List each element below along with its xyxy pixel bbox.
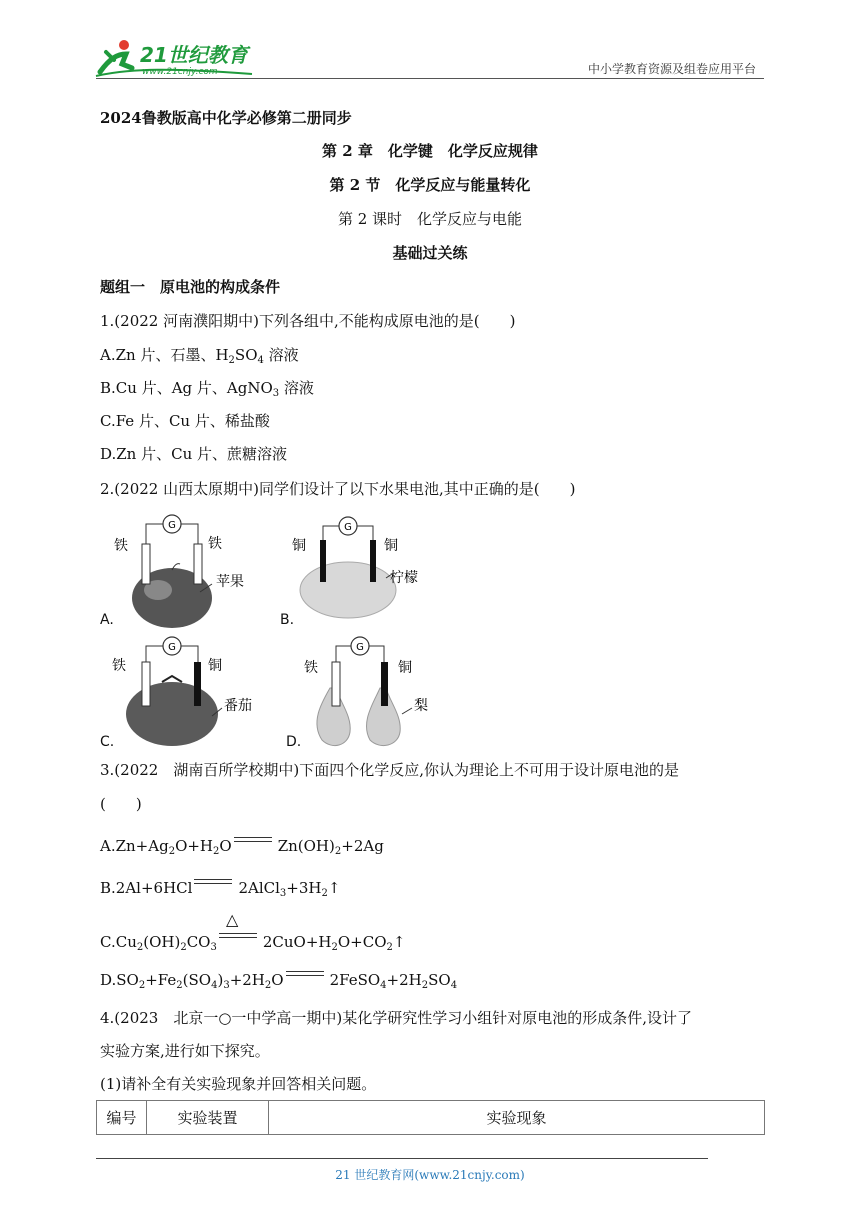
chapter-title: 第 2 章 化学键 化学反应规律 bbox=[322, 142, 538, 160]
q1-option-c: C.Fe 片、Cu 片、稀盐酸 bbox=[100, 412, 270, 430]
q3-stem: 3.(2022 湖南百所学校期中)下面四个化学反应,你认为理论上不可用于设计原电池的是 bbox=[100, 761, 679, 779]
q3-option-c: $C.Cu_2(OH)_2CO_3$ $2CuO+H_2O+CO_2↑$ bbox=[100, 933, 406, 953]
col-phenomenon: 实验现象 bbox=[269, 1101, 765, 1135]
experiment-table bbox=[96, 1100, 765, 1135]
figure-lemon-battery bbox=[286, 512, 426, 628]
svg-text:柠檬: 柠檬 bbox=[390, 570, 418, 586]
svg-text:铁: 铁 bbox=[208, 536, 222, 552]
heat-symbol: △ bbox=[226, 910, 239, 929]
figure-c-label: C. bbox=[100, 734, 115, 750]
site-logo bbox=[92, 38, 262, 80]
svg-text:铁: 铁 bbox=[114, 538, 128, 554]
figure-a-label: A. bbox=[100, 612, 114, 628]
svg-text:苹果: 苹果 bbox=[216, 574, 244, 590]
svg-text:梨: 梨 bbox=[414, 698, 428, 714]
section-title: 第 2 节 化学反应与能量转化 bbox=[329, 176, 531, 194]
svg-text:铜: 铜 bbox=[384, 538, 398, 554]
svg-text:铜: 铜 bbox=[292, 538, 306, 554]
lesson-title: 第 2 课时 化学反应与电能 bbox=[337, 210, 523, 228]
svg-text:G: G bbox=[168, 520, 176, 531]
q4-stem-line2: 实验方案,进行如下探究。 bbox=[100, 1042, 270, 1060]
figure-apple-battery bbox=[100, 512, 260, 628]
q4-subquestion: (1)请补全有关实验现象并回答相关问题。 bbox=[100, 1075, 377, 1093]
svg-text:G: G bbox=[344, 522, 352, 533]
q2-stem: 2.(2022 山西太原期中)同学们设计了以下水果电池,其中正确的是( ) bbox=[100, 480, 576, 498]
q3-option-d: $D.SO_2+Fe_2(SO_4)_3+2H_2O$ $2FeSO_4+2H_2SO_4$ bbox=[100, 971, 458, 991]
svg-text:G: G bbox=[356, 642, 364, 653]
svg-text:www.21cnjy.com: www.21cnjy.com bbox=[142, 67, 218, 77]
q1-stem: 1.(2022 河南濮阳期中)下列各组中,不能构成原电池的是( ) bbox=[100, 312, 516, 330]
figure-d-label: D. bbox=[286, 734, 302, 750]
q1-option-d: D.Zn 片、Cu 片、蔗糖溶液 bbox=[100, 445, 288, 463]
header-rule bbox=[96, 78, 764, 79]
col-apparatus: 实验装置 bbox=[147, 1101, 269, 1135]
svg-text:番茄: 番茄 bbox=[224, 698, 252, 714]
group-heading: 题组一 原电池的构成条件 bbox=[100, 278, 281, 296]
svg-text:铜: 铜 bbox=[208, 658, 222, 674]
doc-title: 2024鲁教版高中化学必修第二册同步 bbox=[100, 109, 352, 127]
footer-text: 21 世纪教育网(www.21cnjy.com) bbox=[335, 1168, 525, 1182]
col-number: 编号 bbox=[97, 1101, 147, 1135]
figure-b-label: B. bbox=[280, 612, 295, 628]
practice-title: 基础过关练 bbox=[392, 244, 468, 262]
table-header-row bbox=[97, 1101, 765, 1135]
q1-option-a: A.Zn 片、石墨、$H_2SO_4$ 溶液 bbox=[100, 346, 299, 366]
svg-text:铁: 铁 bbox=[112, 658, 126, 674]
figure-tomato-battery bbox=[106, 632, 266, 750]
platform-tagline: 中小学教育资源及组卷应用平台 bbox=[587, 62, 756, 76]
svg-text:铁: 铁 bbox=[304, 660, 318, 676]
footer-rule bbox=[96, 1158, 708, 1159]
svg-text:21世纪教育: 21世纪教育 bbox=[140, 43, 248, 67]
q1-option-b: B.Cu 片、Ag 片、AgNO$_3$ 溶液 bbox=[100, 379, 314, 399]
svg-text:铜: 铜 bbox=[398, 660, 412, 676]
svg-text:G: G bbox=[168, 642, 176, 653]
q3-paren: ( ) bbox=[100, 795, 142, 813]
q4-stem-line1: 4.(2023 北京一○一中学高一期中)某化学研究性学习小组针对原电池的形成条件,设计了 bbox=[100, 1009, 693, 1027]
q3-option-b: B.2Al+6HCl $2AlCl_3+3H_2↑$ bbox=[100, 879, 341, 899]
figure-pear-battery bbox=[300, 632, 450, 750]
q3-option-a: $A.Zn+Ag_2O+H_2O$ $Zn(OH)_2+2Ag$ bbox=[100, 837, 384, 857]
